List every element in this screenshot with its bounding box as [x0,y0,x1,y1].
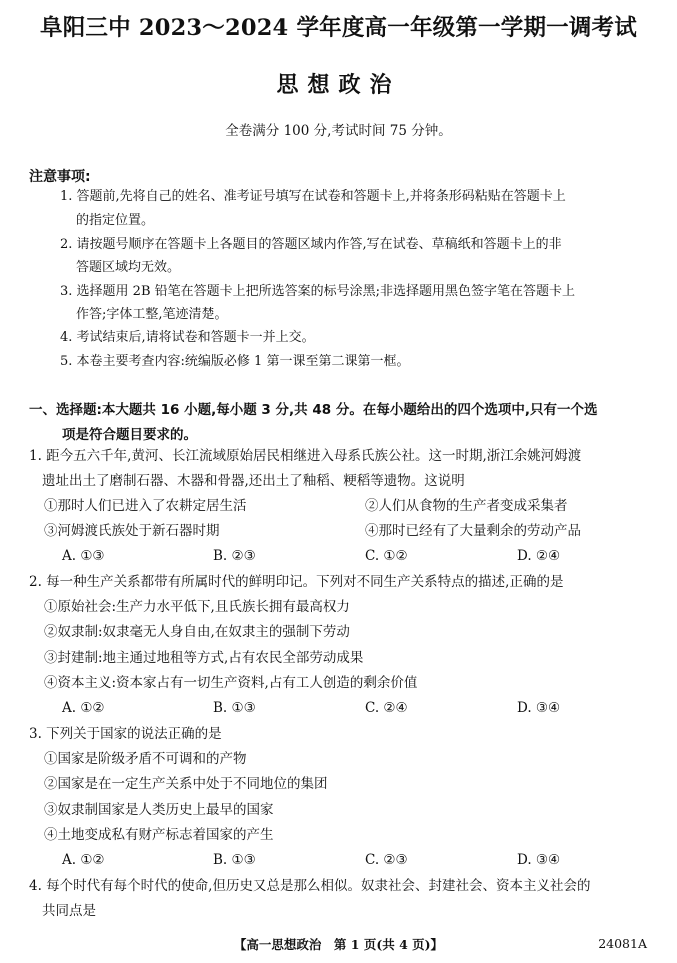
question-4-stem-cont: 共同点是 [42,903,96,919]
q1-statement-2: ②人们从食物的生产者变成采集者 [365,498,568,514]
notice-item-1-cont: 的指定位置。 [76,213,155,228]
q1-choice-b: B. ②③ [213,548,256,564]
notice-item-4: 4. 考试结束后,请将试卷和答题卡一并上交。 [60,330,315,345]
exam-title: 阜阳三中 2023～2024 学年度高一年级第一学期一调考试 [40,15,637,41]
q3-statement-2: ②国家是在一定生产关系中处于不同地位的集团 [44,776,328,792]
notice-item-2: 2. 请按题号顺序在答题卡上各题目的答题区域内作答,写在试卷、草稿纸和答题卡上的非 [60,237,562,252]
q2-choice-d: D. ③④ [517,700,561,716]
q3-choice-d: D. ③④ [517,852,561,868]
q2-statement-1: ①原始社会:生产力水平低下,且氏族长拥有最高权力 [44,599,350,615]
notice-item-2-cont: 答题区域均无效。 [76,260,181,275]
notice-item-3: 3. 选择题用 2B 铅笔在答题卡上把所选答案的标号涂黑;非选择题用黑色签字笔在答题卡上 [60,284,576,299]
q2-choice-c: C. ②④ [365,700,408,716]
question-1-stem-cont: 遗址出土了磨制石器、木器和骨器,还出土了釉稻、粳稻等遗物。这说明 [42,473,465,489]
notice-item-3-cont: 作答;字体工整,笔迹清楚。 [76,307,228,322]
q2-choice-a: A. ①② [62,700,105,716]
notice-heading: 注意事项: [29,169,91,185]
q2-statement-2: ②奴隶制:奴隶毫无人身自由,在奴隶主的强制下劳动 [44,624,350,640]
q1-choice-a: A. ①③ [62,548,105,564]
q2-statement-4: ④资本主义:资本家占有一切生产资料,占有工人创造的剩余价值 [44,675,418,691]
q1-choice-c: C. ①② [365,548,408,564]
question-1-stem: 1. 距今五六千年,黄河、长江流域原始居民相继进入母系氏族公社。这一时期,浙江余姚河姆渡 [29,448,582,464]
page-footer: 【高一思想政治 第 1 页(共 4 页)】 [233,937,444,952]
q1-statement-3: ③河姆渡氏族处于新石器时期 [44,523,220,539]
notice-item-5: 5. 本卷主要考查内容:统编版必修 1 第一课至第二课第一框。 [60,354,410,369]
question-4-stem: 4. 每个时代有每个时代的使命,但历史又总是那么相似。奴隶社会、封建社会、资本主义社会的 [29,878,591,894]
q3-statement-4: ④土地变成私有财产标志着国家的产生 [44,827,274,843]
question-3-stem: 3. 下列关于国家的说法正确的是 [29,726,222,742]
section-heading-cont: 项是符合题目要求的。 [62,427,197,443]
notice-item-1: 1. 答题前,先将自己的姓名、准考证号填写在试卷和答题卡上,并将条形码粘贴在答题卡上 [60,189,566,204]
q3-statement-1: ①国家是阶级矛盾不可调和的产物 [44,751,247,767]
exam-info: 全卷满分 100 分,考试时间 75 分钟。 [225,123,452,139]
q1-statement-4: ④那时已经有了大量剩余的劳动产品 [365,523,581,539]
q2-statement-3: ③封建制:地主通过地租等方式,占有农民全部劳动成果 [44,650,364,666]
q3-choice-a: A. ①② [62,852,105,868]
q3-choice-c: C. ②③ [365,852,408,868]
q3-choice-b: B. ①③ [213,852,256,868]
subject-title: 思想政治 [276,73,401,98]
q2-choice-b: B. ①③ [213,700,256,716]
paper-code: 24081A [598,936,647,951]
question-2-stem: 2. 每一种生产关系都带有所属时代的鲜明印记。下列对不同生产关系特点的描述,正确的是 [29,574,564,590]
section-heading: 一、选择题:本大题共 16 小题,每小题 3 分,共 48 分。在每小题给出的四个选项中,只有一个选 [29,402,598,418]
q1-statement-1: ①那时人们已进入了农耕定居生活 [44,498,247,514]
q1-choice-d: D. ②④ [517,548,561,564]
q3-statement-3: ③奴隶制国家是人类历史上最早的国家 [44,802,274,818]
